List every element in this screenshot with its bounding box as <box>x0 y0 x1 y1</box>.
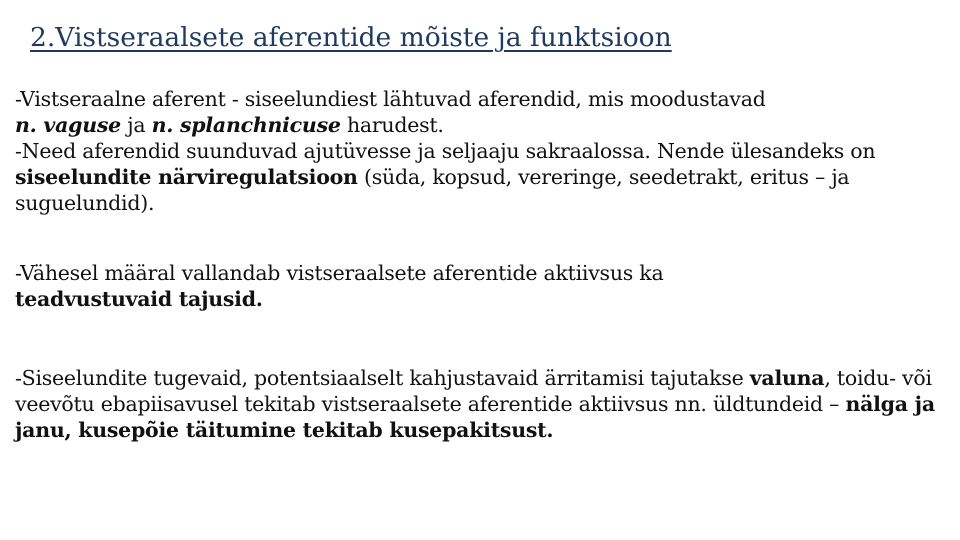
paragraph-afferent-targets <box>15 138 955 216</box>
paragraph-pain-and-general-sensations <box>15 365 955 443</box>
p2-regulation-term: siseelundite närviregulatsioon <box>15 165 358 189</box>
p3-text: -Vähesel määral vallandab vistseraalsete aferentide aktiivsus ka <box>15 261 664 285</box>
p4-text: -Siseelundite tugevaid, potentsiaalselt kahjustavaid ärritamisi tajutakse <box>15 366 750 390</box>
p2-examples: (süda, kopsud, vereringe, seedetrakt, eritus – ja suguelundid). <box>15 165 850 215</box>
paragraph-visceral-afferent <box>15 86 955 138</box>
p2-text: -Need aferendid suunduvad ajutüvesse ja seljaaju sakraalossa. Nende ülesandeks on <box>15 139 876 163</box>
p4-middle: , toidu- või veevõtu ebapiisavusel tekitab vistseraalsete aferentide aktiivsus nn. üldtundeid – <box>15 366 932 416</box>
p1-vagus-term: n. vaguse <box>15 113 121 137</box>
p1-splanchnicus-term: n. splanchnicuse <box>151 113 341 137</box>
p4-hunger-thirst-term: nälga ja janu, kusepõie täitumine tekitab kusepakitsust. <box>15 392 935 442</box>
p4-pain-term: valuna <box>749 366 825 390</box>
spacer <box>15 216 955 260</box>
p1-conjunction: ja <box>120 113 152 137</box>
p3-perception-term: teadvustuvaid tajusid. <box>15 287 263 311</box>
slide-title: 2.Vistseraalsete aferentide mõiste ja funktsioon <box>30 22 672 53</box>
p1-text: -Vistseraalne aferent - siseelundiest lähtuvad aferendid, mis moodustavad <box>15 87 766 111</box>
paragraph-conscious-perception <box>15 260 955 312</box>
slide-body <box>15 86 955 443</box>
p1-ending: harudest. <box>340 113 444 137</box>
spacer <box>15 312 955 365</box>
